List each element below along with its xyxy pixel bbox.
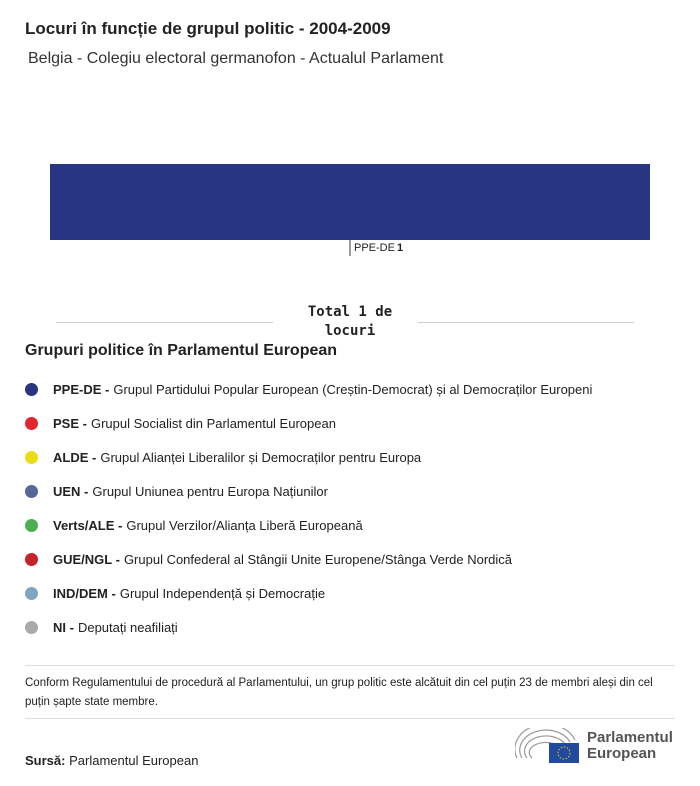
legend-abbr: IND/DEM - [53,585,116,601]
legend-title: Grupuri politice în Parlamentul European [25,342,338,359]
legend-item [25,440,592,474]
chart-subtitle: Belgia - Colegiu electoral germanofon - Actualul Parlament [28,50,444,67]
legend-abbr: GUE/NGL - [53,551,120,567]
source [25,753,198,768]
logo-line2: European [587,745,657,762]
legend-name: Grupul Alianței Liberalilor și Democraților pentru Europa [100,449,422,465]
chart-title: Locuri în funcție de grupul politic - 2004-2009 [25,19,391,38]
legend [25,372,592,644]
legend-dot-icon [25,383,38,396]
legend-dot-icon [25,519,38,532]
legend-dot-icon [25,417,38,430]
legend-item [25,372,592,406]
bar-label: PPE-DE 1 [354,242,404,254]
legend-item [25,508,592,542]
legend-dot-icon [25,485,38,498]
legend-name: Grupul Socialist din Parlamentul European [90,415,336,431]
legend-item [25,474,592,508]
legend-abbr: PSE - [53,415,87,431]
legend-dot-icon [25,587,38,600]
legend-name: Grupul Partidului Popular European (Creștin-Democrat) și al Democraților Europeni [113,381,593,397]
source-label: Sursă: [25,753,66,768]
legend-abbr: UEN - [53,483,89,499]
legend-abbr: NI - [53,619,74,635]
legend-abbr: PPE-DE - [53,381,110,397]
divider [56,322,273,323]
legend-dot-icon [25,621,38,634]
legend-abbr: ALDE - [53,449,97,465]
divider [418,322,634,323]
logo-line1: Parlamentul [587,729,673,746]
legend-item [25,406,592,440]
divider [25,718,675,719]
legend-abbr: Verts/ALE - [53,517,123,533]
legend-dot-icon [25,451,38,464]
divider [25,665,675,666]
hemicycle-eu-flag-icon [515,728,581,764]
legend-name: Deputați neafiliați [77,619,178,635]
legend-name: Grupul Verzilor/Alianța Liberă Europeană [126,517,363,533]
legend-item [25,610,592,644]
bar-segment [50,164,650,240]
legend-name: Grupul Confederal al Stângii Unite Europene/Stânga Verde Nordică [123,551,513,567]
ep-logo [515,728,673,764]
legend-dot-icon [25,553,38,566]
source-value: Parlamentul European [69,753,199,768]
legend-item [25,542,592,576]
legend-item [25,576,592,610]
legend-name: Grupul Uniunea pentru Europa Națiunilor [92,483,328,499]
seat-bar-chart [0,150,700,270]
total-seats: Total 1 de locuri [307,304,393,339]
footnote: Conform Regulamentului de procedură al Parlamentului, un grup politic este alcătuit din cel puțin 23 de membri aleși din cel puțin șapte state membre. [25,677,653,708]
legend-name: Grupul Independență și Democrație [119,585,326,601]
